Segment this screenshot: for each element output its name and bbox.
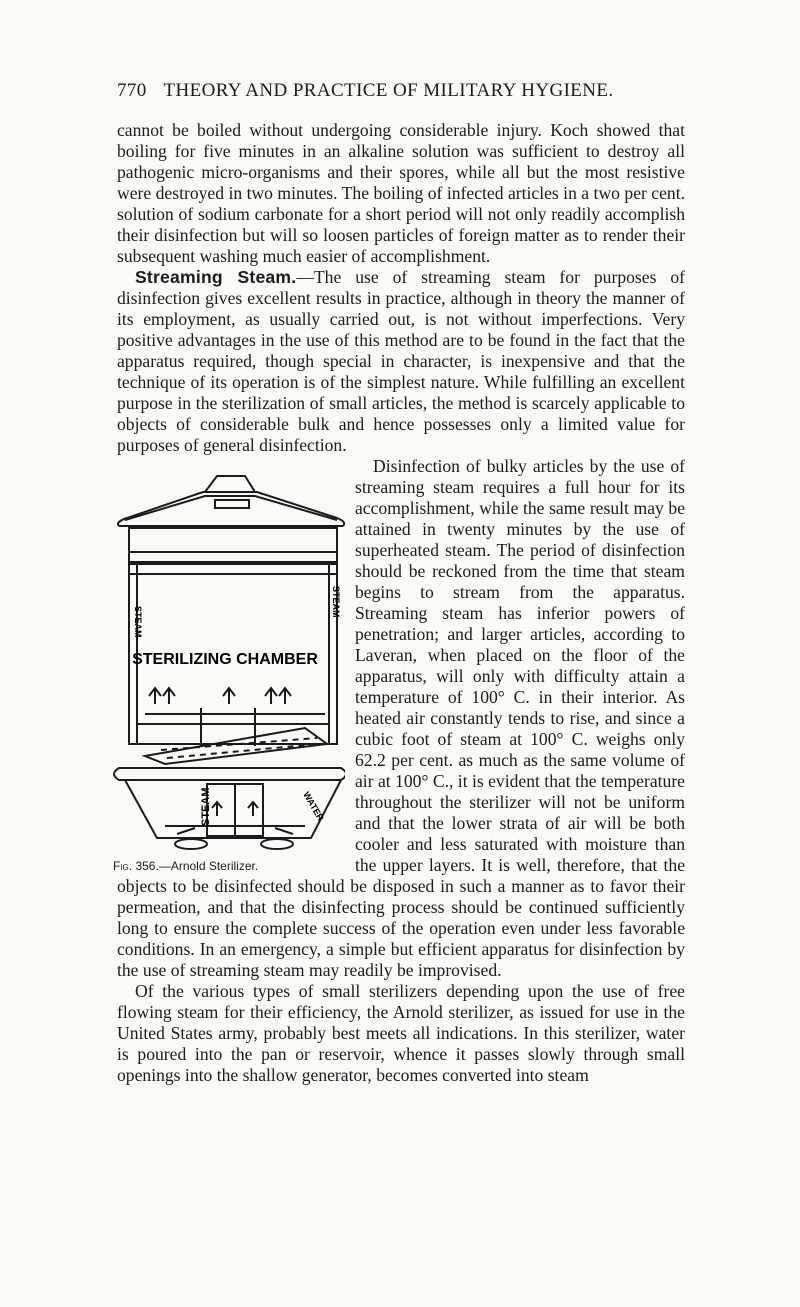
figure-caption (113, 856, 343, 877)
running-title: THEORY AND PRACTICE OF MILITARY HYGIENE. (163, 80, 614, 101)
figure-caption-text: —Arnold Sterilizer. (158, 859, 259, 873)
page-number: 770 (117, 80, 147, 101)
paragraph-3: Disinfection of bulky articles by the use of streaming steam requires a full hour for its accomplishment, while the same result may be attained in twenty minutes by the use of superheated steam. The period of disinfection should be reckoned from the time that steam begins to stream from the apparatus. Streaming steam has inferior powers of penetration; and larger articles, according to Laveran, when placed on the floor of the apparatus, will only with difficulty attain a temperature of 100° C. in their interior. As heated air constantly tends to rise, and since a cubic foot of steam at 100° C. weighs only 62.2 per cent. as much as the same volume of air at 100° C., it is evident that the temperature throughout the sterilizer will not be uniform and that the lower strata of air will be both cooler and less saturated with moisture than the upper layers. It is well, therefore, that the objects to be disinfected should be disposed in such a manner as to favor their permeation, and that the disinfecting process should be continued sufficiently long to ensure the complete success of the operation even under less favorable conditions. In an emergency, a simple but efficient apparatus for disinfection by the use of streaming steam may readily be improvised. (117, 456, 685, 980)
chamber-label: STERILIZING CHAMBER (132, 651, 318, 668)
steam-label-center: STEAM (200, 787, 212, 826)
section-heading: Streaming Steam. (135, 267, 297, 287)
water-label: WATER (301, 790, 326, 823)
body-text (113, 120, 685, 1086)
paragraph-2 (117, 267, 685, 456)
paragraph-2-text: —The use of streaming steam for purposes of disinfection gives excellent results in practice, although in theory the manner of its employment, as usually carried out, is not without imperfections. Very positive advantages in the use of this method are to be found in the fact that the apparatus required, though special in character, is inexpensive and that the technique of its operation is of the simplest nature. While fulfilling an excellent purpose in the sterilization of small articles, the method is scarcely applicable to objects of considerable bulk and hence possesses only a limited value for purposes of general disinfection. (117, 267, 685, 455)
figure-arnold-sterilizer (105, 456, 345, 876)
sterilizer-drawing (105, 456, 345, 856)
steam-label-right: STEAM (331, 586, 341, 618)
running-head (117, 80, 687, 102)
figure-number: Fig. 356. (113, 859, 159, 873)
paragraph-4: Of the various types of small sterilizers depending upon the use of free flowing steam for their efficiency, the Arnold sterilizer, as issued for use in the United States army, probably best meets all indications. In this sterilizer, water is poured into the pan or reservoir, whence it passes slowly through small openings into the shallow generator, becomes converted into steam (117, 981, 685, 1085)
steam-label-left: STEAM (133, 606, 143, 638)
paragraph-1: cannot be boiled without undergoing considerable injury. Koch showed that boiling for five minutes in an alkaline solution was sufficient to destroy all pathogenic micro-organisms and their spores, while all but the most resistive were destroyed in two minutes. The boiling of infected articles in a two per cent. solution of sodium carbonate for a short period will not only readily accomplish their disinfection but will so loosen particles of foreign matter as to render their subsequent washing much easier of accomplishment. (117, 120, 685, 266)
